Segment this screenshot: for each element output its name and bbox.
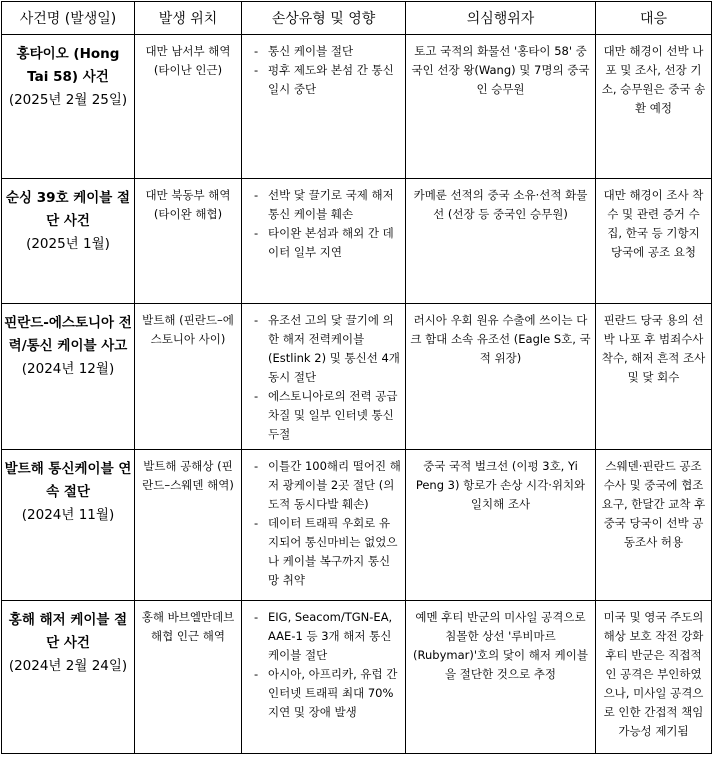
incident-date: (2024년 12월) [21,361,115,377]
impact-item: - 타이완 본섬과 해외 간 데이터 일부 지연 [246,224,401,262]
incident-title: 발트해 통신케이블 연속 절단 [4,461,132,500]
impact-cell [242,179,406,304]
location-cell: 발트해 공해상 (핀란드–스웨덴 해역) [135,450,242,601]
impact-item: - 이틀간 100해리 떨어진 해저 광케이블 2곳 절단 (의도적 동시다발 훼손) [246,457,401,514]
incident-date: (2024년 11월) [21,507,115,523]
suspect-cell: 토고 국적의 화물선 '홍타이 58' 중국인 선장 왕(Wang) 및 7명의 중국인 승무원 [406,35,596,179]
impact-cell [242,450,406,601]
impact-item: - 선박 닻 끌기로 국제 해저통신 케이블 훼손 [246,186,401,224]
table-row [2,35,712,179]
incident-title: 홍타이오 (Hong Tai 58) 사건 [16,46,120,85]
location-cell: 홍해 바브엘만데브 해협 인근 해역 [135,601,242,754]
response-cell: 핀란드 당국 용의 선박 나포 후 범죄수사 착수, 해저 흔적 조사 및 닻 회수 [596,304,712,450]
suspect-cell: 카메룬 선적의 중국 소유·선적 화물선 (선장 등 중국인 승무원) [406,179,596,304]
incident-date: (2025년 1월) [26,236,110,252]
incident-name-cell [2,304,135,450]
impact-item: - 유조선 고의 닻 끌기에 의한 해저 전력케이블(Estlink 2) 및 통신선 4개 동시 절단 [246,311,401,387]
impact-item: - 에스토니아로의 전력 공급 차질 및 일부 인터넷 통신 두절 [246,387,401,444]
response-cell: 스웨덴·핀란드 공조 수사 및 중국에 협조 요구, 한달간 교착 후 중국 당국이 선박 공동조사 허용 [596,450,712,601]
incident-table [1,1,712,754]
table-row [2,179,712,304]
table-row [2,601,712,754]
location-cell: 대만 북동부 해역 (타이완 해협) [135,179,242,304]
impact-cell [242,35,406,179]
header-suspect: 의심행위자 [406,2,596,35]
incident-title: 순싱 39호 케이블 절단 사건 [5,190,131,229]
incident-title: 핀란드-에스토니아 전력/통신 케이블 사고 [4,315,132,354]
impact-item: - EIG, Seacom/TGN-EA, AAE-1 등 3개 해저 통신 케이블 절단 [246,608,401,665]
header-impact: 손상유형 및 영향 [242,2,406,35]
table-row [2,450,712,601]
incident-date: (2024년 2월 24일) [8,658,128,674]
response-cell: 대만 해경이 선박 나포 및 조사, 선장 기소, 승무원은 중국 송환 예정 [596,35,712,179]
incident-name-cell [2,601,135,754]
incident-name-cell [2,179,135,304]
suspect-cell: 예멘 후티 반군의 미사일 공격으로 침몰한 상선 '루비마르(Rubymar)'호의 닻이 해저 케이블을 절단한 것으로 추정 [406,601,596,754]
response-cell: 미국 및 영국 주도의 해상 보호 작전 강화 후티 반군은 직접적인 공격은 부인하였으나, 미사일 공격으로 인한 간접적 책임 가능성 제기됨 [596,601,712,754]
header-response: 대응 [596,2,712,35]
suspect-cell: 중국 국적 벌크선 (이펑 3호, Yi Peng 3) 항로가 손상 시각·위치와 일치해 조사 [406,450,596,601]
location-cell: 대만 남서부 해역 (타이난 인근) [135,35,242,179]
impact-item: - 통신 케이블 절단 [246,42,401,61]
impact-item: - 아시아, 아프리카, 유럽 간 인터넷 트래픽 최대 70% 지연 및 장애 발생 [246,665,401,722]
header-row [2,2,712,35]
header-incident: 사건명 (발생일) [2,2,135,35]
header-location: 발생 위치 [135,2,242,35]
incident-date: (2025년 2월 25일) [8,92,128,108]
impact-item: - 데이터 트래픽 우회로 유지되어 통신마비는 없었으나 케이블 복구까지 통신망 취약 [246,514,401,590]
response-cell: 대만 해경이 조사 착수 및 관련 증거 수집, 한국 등 기항지 당국에 공조 요청 [596,179,712,304]
incident-name-cell [2,35,135,179]
incident-title: 홍해 해저 케이블 절단 사건 [8,612,128,651]
table-row [2,304,712,450]
location-cell: 발트해 (핀란드–에스토니아 사이) [135,304,242,450]
impact-item: - 펑후 제도와 본섬 간 통신 일시 중단 [246,61,401,99]
suspect-cell: 러시아 우회 원유 수출에 쓰이는 다크 함대 소속 유조선 (Eagle S호, 국적 위장) [406,304,596,450]
impact-cell [242,304,406,450]
impact-cell [242,601,406,754]
incident-name-cell [2,450,135,601]
